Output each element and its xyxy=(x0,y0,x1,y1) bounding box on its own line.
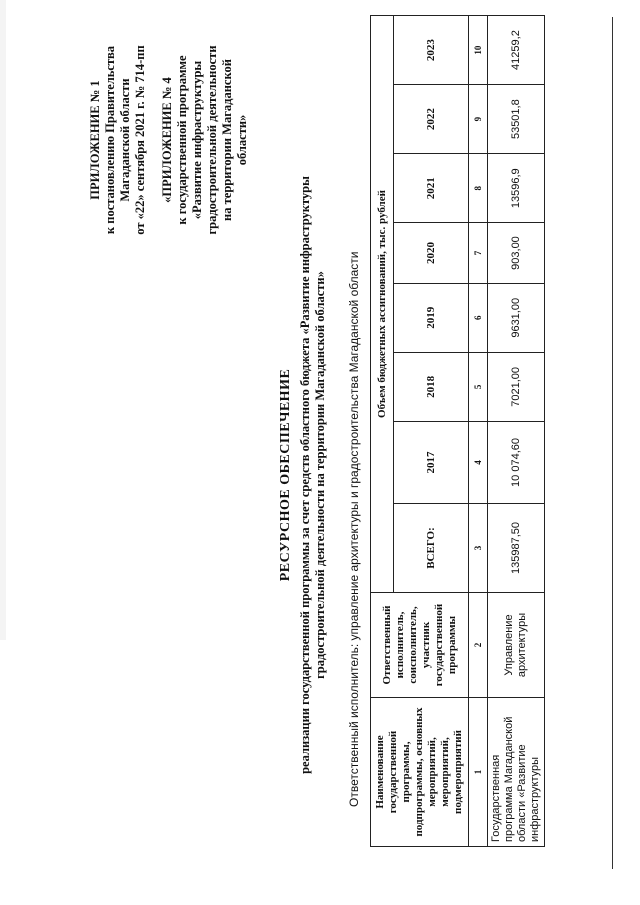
responsible-cell: Управление архитектуры xyxy=(488,593,545,698)
appendix-ref-line: к постановлению Правительства xyxy=(103,45,117,235)
appendix-spacer xyxy=(148,15,160,265)
year-value-cell: 9631,00 xyxy=(488,283,545,352)
appendix-program-line: градостроительной деятельности xyxy=(205,45,219,235)
column-number-row xyxy=(469,16,488,847)
header-name: Наименование государственной программы, подпрограммы, основных мероприятий, мероприятий, подмероприятий xyxy=(371,698,469,847)
document-title-block xyxy=(278,105,328,845)
subtitle-line: градостроительной деятельности на территории Магаданской области» xyxy=(313,271,327,679)
column-number: 5 xyxy=(469,352,488,421)
header-year: 2020 xyxy=(394,223,469,283)
header-year: 2023 xyxy=(394,16,469,85)
header-year: 2022 xyxy=(394,85,469,154)
table-row xyxy=(488,16,545,847)
column-number: 4 xyxy=(469,421,488,503)
column-number: 2 xyxy=(469,593,488,698)
column-number: 7 xyxy=(469,223,488,283)
program-name-cell: Государственная программа Магаданской области «Развитие инфраструктуры xyxy=(488,698,545,847)
column-number: 3 xyxy=(469,504,488,593)
appendix-program-line: на территории Магаданской xyxy=(220,59,234,221)
resource-table xyxy=(370,15,545,847)
column-number: 1 xyxy=(469,698,488,847)
year-value-cell: 53501,8 xyxy=(488,85,545,154)
header-total: ВСЕГО: xyxy=(394,504,469,593)
column-number: 9 xyxy=(469,85,488,154)
document-title: РЕСУРСНОЕ ОБЕСПЕЧЕНИЕ xyxy=(278,368,293,582)
header-year: 2018 xyxy=(394,352,469,421)
appendix-program-line: «Развитие инфраструктуры xyxy=(190,60,204,220)
appendix-sub-title: «ПРИЛОЖЕНИЕ № 4 xyxy=(160,77,174,203)
year-value-cell: 903,00 xyxy=(488,223,545,283)
year-value-cell: 13596,9 xyxy=(488,154,545,223)
subtitle-line: реализации государственной программы за счет средств областного бюджета «Развитие инфраструктуры xyxy=(298,176,312,774)
page-bottom-rule xyxy=(612,17,613,869)
appendix-header xyxy=(88,15,250,265)
appendix-title: ПРИЛОЖЕНИЕ № 1 xyxy=(88,80,102,200)
appendix-date-line: от «22» сентября 2021 г. № 714-пп xyxy=(133,45,147,235)
appendix-program-line: к государственной программе xyxy=(175,55,189,225)
responsible-executor-line: Ответственный исполнитель: управление архитектуры и градостроительства Магаданской области xyxy=(347,251,361,807)
header-responsible: Ответственный исполнитель, соисполнитель, участник государственной программы xyxy=(371,593,469,698)
column-number: 10 xyxy=(469,16,488,85)
appendix-ref-line: Магаданской области xyxy=(118,78,132,202)
document-subtitle xyxy=(298,105,328,845)
year-value-cell: 10 074,60 xyxy=(488,421,545,503)
year-value-cell: 41259,2 xyxy=(488,16,545,85)
header-year: 2017 xyxy=(394,421,469,503)
header-year: 2021 xyxy=(394,154,469,223)
header-year: 2019 xyxy=(394,283,469,352)
appendix-program-line: области» xyxy=(235,114,249,166)
resource-table-wrapper xyxy=(370,15,545,847)
column-number: 6 xyxy=(469,283,488,352)
year-value-cell: 7021,00 xyxy=(488,352,545,421)
total-cell: 135987,50 xyxy=(488,504,545,593)
header-volume: Объем бюджетных ассигнований, тыс. рублей xyxy=(371,16,394,593)
column-number: 8 xyxy=(469,154,488,223)
